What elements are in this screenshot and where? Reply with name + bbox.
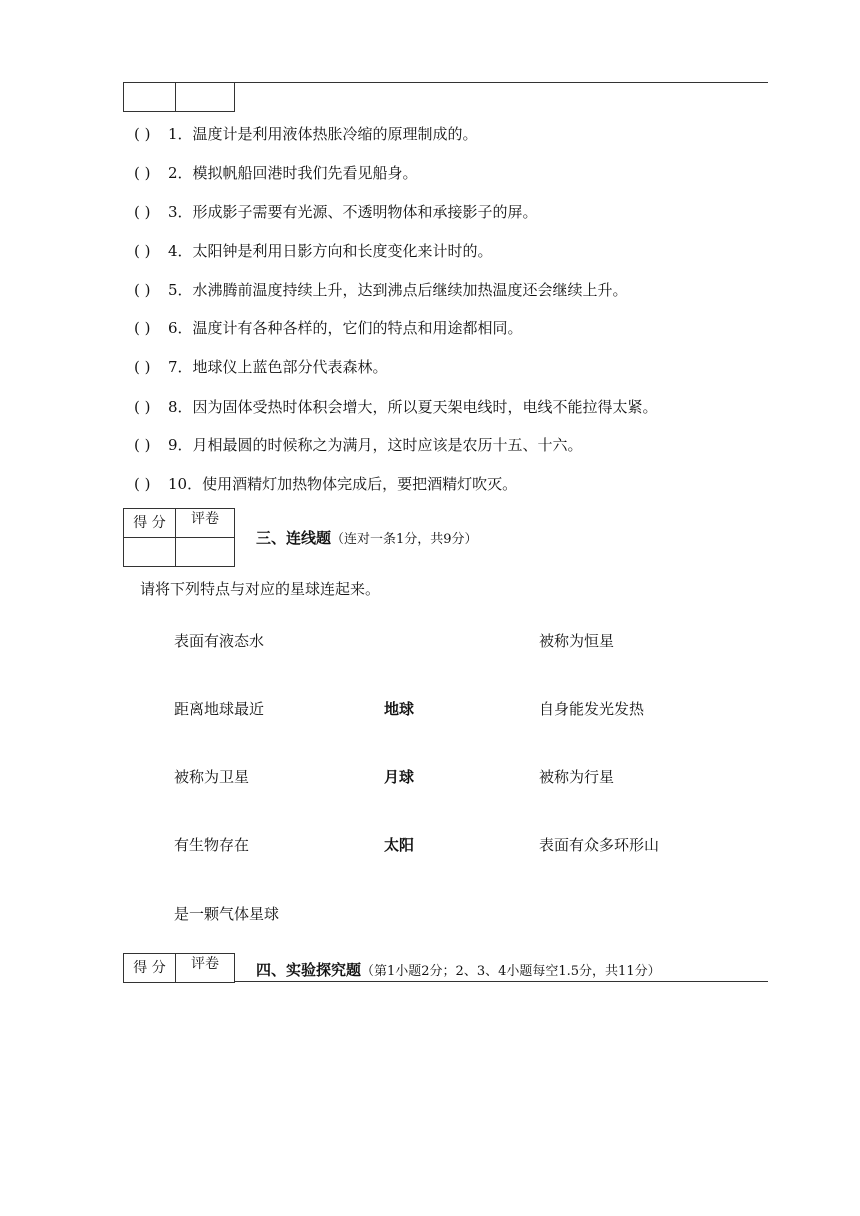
grader-label: 评卷 (176, 954, 235, 983)
judge-item-1: ( ) 1．温度计是利用液体热胀冷缩的原理制成的。 (134, 125, 478, 143)
center-item-moon: 月球 (384, 768, 415, 786)
judge-item-8: ( ) 8．因为固体受热时体积会增大，所以夏天架电线时，电线不能拉得太紧。 (134, 398, 658, 416)
top-score-cell (124, 83, 176, 112)
judge-item-9: ( ) 9．月相最圆的时候称之为满月，这时应该是农历十五、十六。 (134, 436, 583, 454)
left-item-1: 表面有液态水 (174, 632, 265, 650)
top-grader-cell (176, 83, 235, 112)
judge-item-5: ( ) 5．水沸腾前温度持续上升，达到沸点后继续加热温度还会继续上升。 (134, 281, 628, 299)
score-label: 得 分 (124, 509, 176, 538)
score-label: 得 分 (124, 954, 176, 983)
section4-rule (234, 981, 768, 982)
grader-entry-cell (176, 538, 235, 567)
judge-item-4: ( ) 4．太阳钟是利用日影方向和长度变化来计时的。 (134, 242, 493, 260)
judge-item-3: ( ) 3．形成影子需要有光源、不透明物体和承接影子的屏。 (134, 203, 538, 221)
left-item-4: 有生物存在 (174, 836, 250, 854)
right-item-4: 表面有众多环形山 (539, 836, 660, 854)
top-rule (234, 82, 768, 83)
left-item-3: 被称为卫星 (174, 768, 250, 786)
right-item-1: 被称为恒星 (539, 632, 615, 650)
center-item-earth: 地球 (384, 700, 415, 718)
top-score-box (123, 82, 235, 112)
judge-item-10: ( ) 10．使用酒精灯加热物体完成后，要把酒精灯吹灭。 (134, 475, 518, 493)
left-item-2: 距离地球最近 (174, 700, 265, 718)
section4-heading: 四、实验探究题（第1小题2分；2、3、4小题每空1.5分，共11分） (256, 961, 661, 979)
section3-heading: 三、连线题（连对一条1分，共9分） (256, 529, 478, 547)
section4-score-box (123, 953, 235, 983)
score-entry-cell (124, 538, 176, 567)
section3-score-box (123, 508, 235, 567)
right-item-2: 自身能发光发热 (539, 700, 645, 718)
center-item-sun: 太阳 (384, 836, 415, 854)
judge-item-2: ( ) 2．模拟帆船回港时我们先看见船身。 (134, 164, 418, 182)
left-item-5: 是一颗气体星球 (174, 905, 280, 923)
section3-instruction: 请将下列特点与对应的星球连起来。 (140, 580, 381, 598)
grader-label: 评卷 (176, 509, 235, 538)
right-item-3: 被称为行星 (539, 768, 615, 786)
judge-item-6: ( ) 6．温度计有各种各样的，它们的特点和用途都相同。 (134, 319, 523, 337)
judge-item-7: ( ) 7．地球仪上蓝色部分代表森林。 (134, 358, 388, 376)
